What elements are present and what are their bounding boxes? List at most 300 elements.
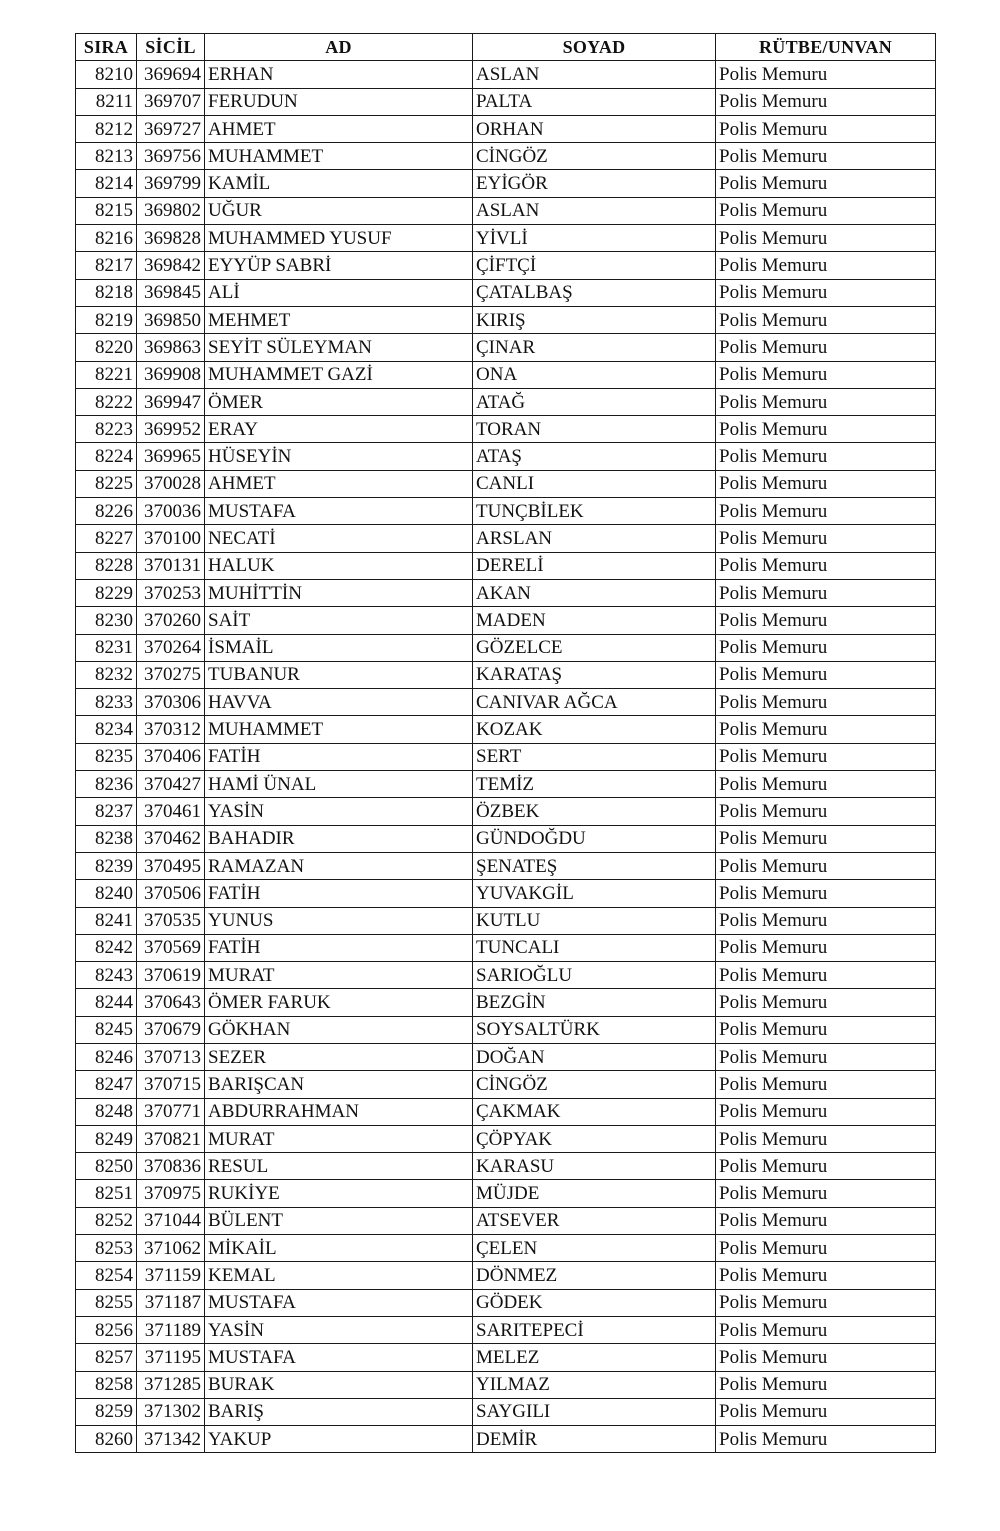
cell-sicil: 369952 [137,416,205,443]
cell-rutbe: Polis Memuru [716,607,936,634]
cell-rutbe: Polis Memuru [716,388,936,415]
cell-sira: 8244 [76,989,137,1016]
cell-ad: MURAT [205,962,473,989]
cell-ad: ÖMER [205,388,473,415]
cell-rutbe: Polis Memuru [716,1398,936,1425]
cell-ad: MUHAMMET [205,143,473,170]
cell-rutbe: Polis Memuru [716,1153,936,1180]
cell-sicil: 371062 [137,1235,205,1262]
table-row [76,498,936,525]
table-row [76,579,936,606]
cell-soyad: CİNGÖZ [473,1071,716,1098]
cell-sicil: 371044 [137,1207,205,1234]
cell-rutbe: Polis Memuru [716,1316,936,1343]
cell-soyad: KUTLU [473,907,716,934]
cell-rutbe: Polis Memuru [716,552,936,579]
cell-sira: 8241 [76,907,137,934]
cell-sicil: 370264 [137,634,205,661]
cell-soyad: ORHAN [473,115,716,142]
cell-soyad: ARSLAN [473,525,716,552]
cell-ad: FERUDUN [205,88,473,115]
table-row [76,143,936,170]
cell-rutbe: Polis Memuru [716,1125,936,1152]
cell-soyad: SOYSALTÜRK [473,1016,716,1043]
table-row [76,197,936,224]
table-row [76,852,936,879]
cell-sicil: 369908 [137,361,205,388]
cell-sira: 8215 [76,197,137,224]
cell-sicil: 369863 [137,334,205,361]
cell-ad: YUNUS [205,907,473,934]
cell-soyad: TORAN [473,416,716,443]
cell-sicil: 370643 [137,989,205,1016]
cell-sira: 8220 [76,334,137,361]
cell-sira: 8216 [76,225,137,252]
table-row [76,743,936,770]
cell-rutbe: Polis Memuru [716,852,936,879]
cell-ad: MUHAMMET [205,716,473,743]
cell-sicil: 369802 [137,197,205,224]
cell-sicil: 369850 [137,306,205,333]
cell-soyad: GÜNDOĞDU [473,825,716,852]
cell-rutbe: Polis Memuru [716,1098,936,1125]
cell-sira: 8222 [76,388,137,415]
cell-sicil: 371189 [137,1316,205,1343]
table-row [76,689,936,716]
cell-soyad: YILMAZ [473,1371,716,1398]
cell-ad: MİKAİL [205,1235,473,1262]
cell-sira: 8217 [76,252,137,279]
cell-rutbe: Polis Memuru [716,743,936,770]
cell-rutbe: Polis Memuru [716,197,936,224]
table-row [76,798,936,825]
cell-soyad: KARASU [473,1153,716,1180]
cell-soyad: ASLAN [473,197,716,224]
cell-sira: 8225 [76,470,137,497]
table-row [76,1371,936,1398]
cell-sira: 8218 [76,279,137,306]
cell-rutbe: Polis Memuru [716,115,936,142]
cell-sira: 8249 [76,1125,137,1152]
cell-sira: 8233 [76,689,137,716]
table-row [76,115,936,142]
table-row [76,934,936,961]
cell-soyad: BEZGİN [473,989,716,1016]
table-row [76,1125,936,1152]
cell-soyad: ÇİFTÇİ [473,252,716,279]
cell-sicil: 369799 [137,170,205,197]
cell-sira: 8259 [76,1398,137,1425]
cell-soyad: MÜJDE [473,1180,716,1207]
cell-sira: 8223 [76,416,137,443]
cell-sira: 8228 [76,552,137,579]
cell-sicil: 369756 [137,143,205,170]
cell-rutbe: Polis Memuru [716,934,936,961]
cell-rutbe: Polis Memuru [716,225,936,252]
cell-sicil: 370036 [137,498,205,525]
cell-soyad: MELEZ [473,1344,716,1371]
cell-sicil: 370506 [137,880,205,907]
cell-sicil: 369845 [137,279,205,306]
table-row [76,1398,936,1425]
cell-sira: 8234 [76,716,137,743]
cell-ad: MUSTAFA [205,1289,473,1316]
header-soyad: SOYAD [473,34,716,61]
cell-sira: 8238 [76,825,137,852]
table-row [76,607,936,634]
cell-sira: 8237 [76,798,137,825]
cell-rutbe: Polis Memuru [716,634,936,661]
table-row [76,1098,936,1125]
cell-ad: MUSTAFA [205,498,473,525]
cell-ad: HAMİ ÜNAL [205,771,473,798]
cell-soyad: ŞENATEŞ [473,852,716,879]
table-row [76,1043,936,1070]
cell-sicil: 369965 [137,443,205,470]
cell-soyad: YİVLİ [473,225,716,252]
table-row [76,334,936,361]
cell-sicil: 370836 [137,1153,205,1180]
cell-sicil: 370312 [137,716,205,743]
header-ad: AD [205,34,473,61]
cell-sira: 8231 [76,634,137,661]
cell-sicil: 370569 [137,934,205,961]
cell-rutbe: Polis Memuru [716,689,936,716]
cell-sira: 8255 [76,1289,137,1316]
cell-rutbe: Polis Memuru [716,470,936,497]
cell-rutbe: Polis Memuru [716,1016,936,1043]
cell-sira: 8226 [76,498,137,525]
cell-sicil: 371285 [137,1371,205,1398]
cell-rutbe: Polis Memuru [716,1235,936,1262]
cell-sira: 8219 [76,306,137,333]
table-row [76,416,936,443]
cell-soyad: DÖNMEZ [473,1262,716,1289]
cell-soyad: CANLI [473,470,716,497]
cell-ad: NECATİ [205,525,473,552]
cell-ad: MUHİTTİN [205,579,473,606]
cell-sira: 8227 [76,525,137,552]
cell-sicil: 370131 [137,552,205,579]
table-row [76,1235,936,1262]
cell-ad: KEMAL [205,1262,473,1289]
cell-ad: RUKİYE [205,1180,473,1207]
cell-sicil: 370821 [137,1125,205,1152]
cell-sira: 8246 [76,1043,137,1070]
cell-ad: BAHADIR [205,825,473,852]
table-row [76,552,936,579]
table-row [76,1207,936,1234]
table-row [76,443,936,470]
cell-sira: 8221 [76,361,137,388]
header-row [76,34,936,61]
cell-rutbe: Polis Memuru [716,525,936,552]
cell-sicil: 370619 [137,962,205,989]
cell-soyad: ONA [473,361,716,388]
table-row [76,361,936,388]
cell-ad: RAMAZAN [205,852,473,879]
cell-soyad: ATAŞ [473,443,716,470]
cell-ad: MUHAMMED YUSUF [205,225,473,252]
cell-soyad: MADEN [473,607,716,634]
table-row [76,962,936,989]
cell-ad: SEYİT SÜLEYMAN [205,334,473,361]
cell-rutbe: Polis Memuru [716,279,936,306]
cell-soyad: SARITEPECİ [473,1316,716,1343]
cell-ad: HÜSEYİN [205,443,473,470]
table-row [76,989,936,1016]
cell-soyad: KARATAŞ [473,661,716,688]
cell-soyad: YUVAKGİL [473,880,716,907]
cell-sira: 8224 [76,443,137,470]
cell-ad: MUSTAFA [205,1344,473,1371]
cell-rutbe: Polis Memuru [716,143,936,170]
cell-sicil: 369727 [137,115,205,142]
cell-ad: ABDURRAHMAN [205,1098,473,1125]
cell-soyad: TUNÇBİLEK [473,498,716,525]
cell-sicil: 369828 [137,225,205,252]
table-body [76,61,936,1453]
personnel-table [75,33,936,1453]
cell-rutbe: Polis Memuru [716,962,936,989]
cell-soyad: AKAN [473,579,716,606]
cell-soyad: DERELİ [473,552,716,579]
cell-sicil: 370461 [137,798,205,825]
cell-sira: 8258 [76,1371,137,1398]
cell-ad: ALİ [205,279,473,306]
cell-ad: AHMET [205,470,473,497]
cell-soyad: CANIVAR AĞCA [473,689,716,716]
cell-rutbe: Polis Memuru [716,880,936,907]
table-row [76,1344,936,1371]
cell-rutbe: Polis Memuru [716,1289,936,1316]
cell-soyad: KIRIŞ [473,306,716,333]
table-row [76,1016,936,1043]
table-row [76,1262,936,1289]
cell-rutbe: Polis Memuru [716,661,936,688]
cell-sicil: 370427 [137,771,205,798]
cell-ad: BARIŞ [205,1398,473,1425]
cell-sicil: 369694 [137,61,205,88]
cell-sicil: 369947 [137,388,205,415]
cell-sira: 8250 [76,1153,137,1180]
table-row [76,225,936,252]
table-row [76,1153,936,1180]
cell-sicil: 370028 [137,470,205,497]
table-row [76,661,936,688]
cell-ad: YASİN [205,1316,473,1343]
cell-sicil: 370406 [137,743,205,770]
cell-rutbe: Polis Memuru [716,1262,936,1289]
table-row [76,61,936,88]
cell-sira: 8252 [76,1207,137,1234]
cell-soyad: SERT [473,743,716,770]
cell-rutbe: Polis Memuru [716,771,936,798]
cell-rutbe: Polis Memuru [716,579,936,606]
cell-sicil: 370306 [137,689,205,716]
table-row [76,1426,936,1453]
header-sicil: SİCİL [137,34,205,61]
cell-ad: MEHMET [205,306,473,333]
cell-rutbe: Polis Memuru [716,798,936,825]
cell-sira: 8257 [76,1344,137,1371]
cell-sira: 8253 [76,1235,137,1262]
cell-soyad: ÇINAR [473,334,716,361]
cell-sira: 8242 [76,934,137,961]
cell-ad: UĞUR [205,197,473,224]
cell-ad: MUHAMMET GAZİ [205,361,473,388]
cell-sicil: 370253 [137,579,205,606]
cell-rutbe: Polis Memuru [716,88,936,115]
cell-rutbe: Polis Memuru [716,825,936,852]
cell-rutbe: Polis Memuru [716,170,936,197]
cell-ad: YASİN [205,798,473,825]
cell-rutbe: Polis Memuru [716,1180,936,1207]
cell-soyad: ATSEVER [473,1207,716,1234]
cell-ad: EYYÜP SABRİ [205,252,473,279]
cell-ad: FATİH [205,880,473,907]
cell-sira: 8210 [76,61,137,88]
table-row [76,252,936,279]
cell-sira: 8254 [76,1262,137,1289]
cell-rutbe: Polis Memuru [716,1043,936,1070]
cell-sira: 8239 [76,852,137,879]
cell-rutbe: Polis Memuru [716,907,936,934]
table-row [76,771,936,798]
cell-ad: ERAY [205,416,473,443]
cell-sira: 8260 [76,1426,137,1453]
cell-rutbe: Polis Memuru [716,716,936,743]
cell-sira: 8247 [76,1071,137,1098]
cell-rutbe: Polis Memuru [716,1071,936,1098]
header-sira: SIRA [76,34,137,61]
cell-soyad: CİNGÖZ [473,143,716,170]
cell-sira: 8236 [76,771,137,798]
cell-ad: YAKUP [205,1426,473,1453]
cell-sicil: 371342 [137,1426,205,1453]
cell-sicil: 371159 [137,1262,205,1289]
cell-soyad: SAYGILI [473,1398,716,1425]
cell-sicil: 371302 [137,1398,205,1425]
cell-soyad: DOĞAN [473,1043,716,1070]
header-rutbe: RÜTBE/UNVAN [716,34,936,61]
cell-ad: RESUL [205,1153,473,1180]
cell-ad: SAİT [205,607,473,634]
cell-rutbe: Polis Memuru [716,334,936,361]
cell-sira: 8256 [76,1316,137,1343]
cell-rutbe: Polis Memuru [716,1371,936,1398]
cell-soyad: TEMİZ [473,771,716,798]
cell-soyad: SARIOĞLU [473,962,716,989]
table-row [76,88,936,115]
cell-soyad: TUNCALI [473,934,716,961]
cell-ad: BURAK [205,1371,473,1398]
table-row [76,716,936,743]
cell-sicil: 370462 [137,825,205,852]
cell-ad: GÖKHAN [205,1016,473,1043]
cell-rutbe: Polis Memuru [716,443,936,470]
cell-sira: 8251 [76,1180,137,1207]
cell-sicil: 370260 [137,607,205,634]
cell-soyad: ÖZBEK [473,798,716,825]
table-row [76,1071,936,1098]
cell-soyad: ATAĞ [473,388,716,415]
cell-sicil: 369707 [137,88,205,115]
table-row [76,306,936,333]
cell-sira: 8212 [76,115,137,142]
cell-sira: 8235 [76,743,137,770]
cell-ad: HALUK [205,552,473,579]
cell-sicil: 370715 [137,1071,205,1098]
cell-sira: 8248 [76,1098,137,1125]
cell-soyad: KOZAK [473,716,716,743]
cell-sira: 8245 [76,1016,137,1043]
table-row [76,470,936,497]
cell-sira: 8240 [76,880,137,907]
table-row [76,1289,936,1316]
cell-sira: 8213 [76,143,137,170]
cell-sicil: 370975 [137,1180,205,1207]
cell-rutbe: Polis Memuru [716,306,936,333]
cell-rutbe: Polis Memuru [716,61,936,88]
table-row [76,170,936,197]
table-row [76,880,936,907]
cell-soyad: GÖZELCE [473,634,716,661]
cell-sicil: 370495 [137,852,205,879]
cell-soyad: EYİGÖR [473,170,716,197]
table-row [76,1316,936,1343]
cell-ad: İSMAİL [205,634,473,661]
cell-soyad: ÇÖPYAK [473,1125,716,1152]
table-row [76,525,936,552]
cell-rutbe: Polis Memuru [716,989,936,1016]
cell-soyad: ASLAN [473,61,716,88]
cell-sira: 8232 [76,661,137,688]
table-row [76,634,936,661]
cell-sira: 8243 [76,962,137,989]
cell-rutbe: Polis Memuru [716,1207,936,1234]
cell-soyad: ÇELEN [473,1235,716,1262]
cell-ad: TUBANUR [205,661,473,688]
cell-ad: BARIŞCAN [205,1071,473,1098]
cell-rutbe: Polis Memuru [716,498,936,525]
cell-sicil: 370771 [137,1098,205,1125]
table-row [76,279,936,306]
cell-ad: FATİH [205,934,473,961]
cell-sicil: 370679 [137,1016,205,1043]
cell-ad: MURAT [205,1125,473,1152]
cell-soyad: ÇATALBAŞ [473,279,716,306]
cell-soyad: ÇAKMAK [473,1098,716,1125]
cell-rutbe: Polis Memuru [716,361,936,388]
cell-sicil: 370275 [137,661,205,688]
cell-rutbe: Polis Memuru [716,1344,936,1371]
cell-ad: SEZER [205,1043,473,1070]
cell-sicil: 370535 [137,907,205,934]
cell-rutbe: Polis Memuru [716,1426,936,1453]
cell-rutbe: Polis Memuru [716,416,936,443]
table-row [76,388,936,415]
cell-rutbe: Polis Memuru [716,252,936,279]
cell-sicil: 371195 [137,1344,205,1371]
cell-ad: BÜLENT [205,1207,473,1234]
cell-ad: FATİH [205,743,473,770]
cell-sira: 8229 [76,579,137,606]
cell-ad: ÖMER FARUK [205,989,473,1016]
cell-sira: 8214 [76,170,137,197]
cell-ad: KAMİL [205,170,473,197]
table-row [76,825,936,852]
